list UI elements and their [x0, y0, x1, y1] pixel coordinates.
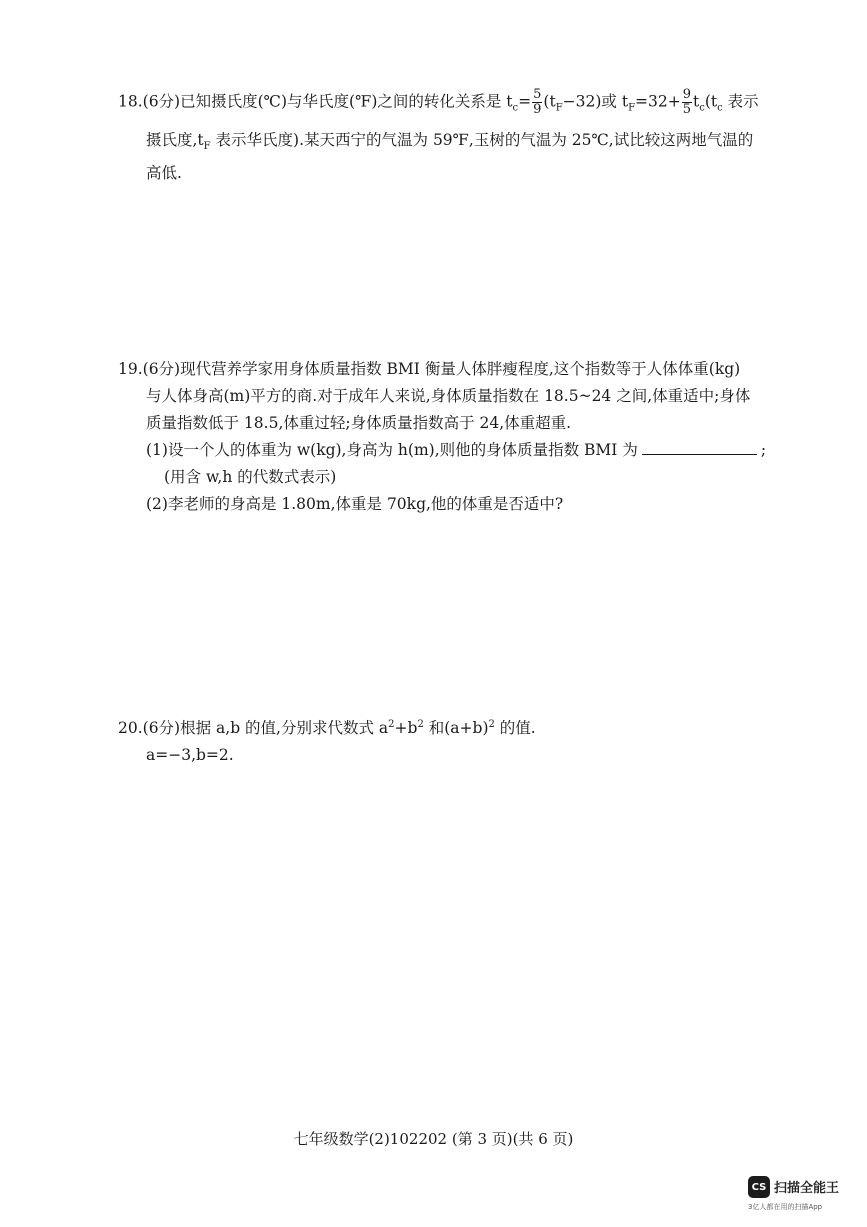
q20-line-1: 20.(6分)根据 a,b 的值,分别求代数式 $a^2+b^2$ 和$(a+b)^2$ 的值. [118, 719, 536, 738]
answer-blank[interactable] [642, 438, 757, 455]
fraction-9-5: $\frac{9}{5}$ [682, 87, 692, 117]
q19-line-1: 19.(6分)现代营养学家用身体质量指数 BMI 衡量人体胖瘦程度,这个指数等于人体体重(kg) [118, 360, 741, 378]
q19-part-1-note: (用含 w,h 的代数式表示) [164, 468, 337, 486]
q20-line-2: a=−3,b=2. [146, 746, 234, 765]
watermark-tagline: 3亿人都在用的扫描App [748, 1203, 823, 1211]
q19-line-3: 质量指数低于 18.5,体重过轻;身体质量指数高于 24,体重超重. [146, 414, 572, 432]
watermark-name: 扫描全能王 [774, 1181, 840, 1196]
page-footer: 七年级数学(2)102202 (第 3 页)(共 6 页) [293, 1130, 574, 1148]
q18-line-2: 摄氏度$,t_F$ 表示华氏度).某天西宁的气温为 59℉,玉树的气温为 25℃,试比较这两地气温的 [146, 130, 754, 152]
q19-part-2: (2)李老师的身高是 1.80m,体重是 70kg,他的体重是否适中? [146, 495, 564, 513]
q19-part-1: (1)设一个人的体重为 w(kg),身高为 h(m),则他的身体质量指数 BMI 为 ; [118, 437, 778, 464]
fraction-5-9: $\frac{5}{9}$ [533, 87, 542, 117]
question-18 [118, 88, 778, 187]
question-20 [118, 711, 778, 769]
q19-line-2: 与人体身高(m)平方的商.对于成年人来说,身体质量指数在 18.5~24 之间,体重适中;身体 [146, 387, 751, 405]
question-19 [118, 356, 778, 518]
scanner-watermark [748, 1176, 858, 1222]
q18-line-1: 18.(6分)已知摄氏度(℃)与华氏度(℉)之间的转化关系是 $t_c=$ $\frac{5}{9}$ $(t_F-32)$或 $t_F=32+$ $\frac{9}{5}$ $t_c(t_c$ 表示 [118, 87, 759, 117]
q18-line-3: 高低. [146, 163, 182, 182]
camscanner-logo-icon: CS [748, 1176, 770, 1198]
